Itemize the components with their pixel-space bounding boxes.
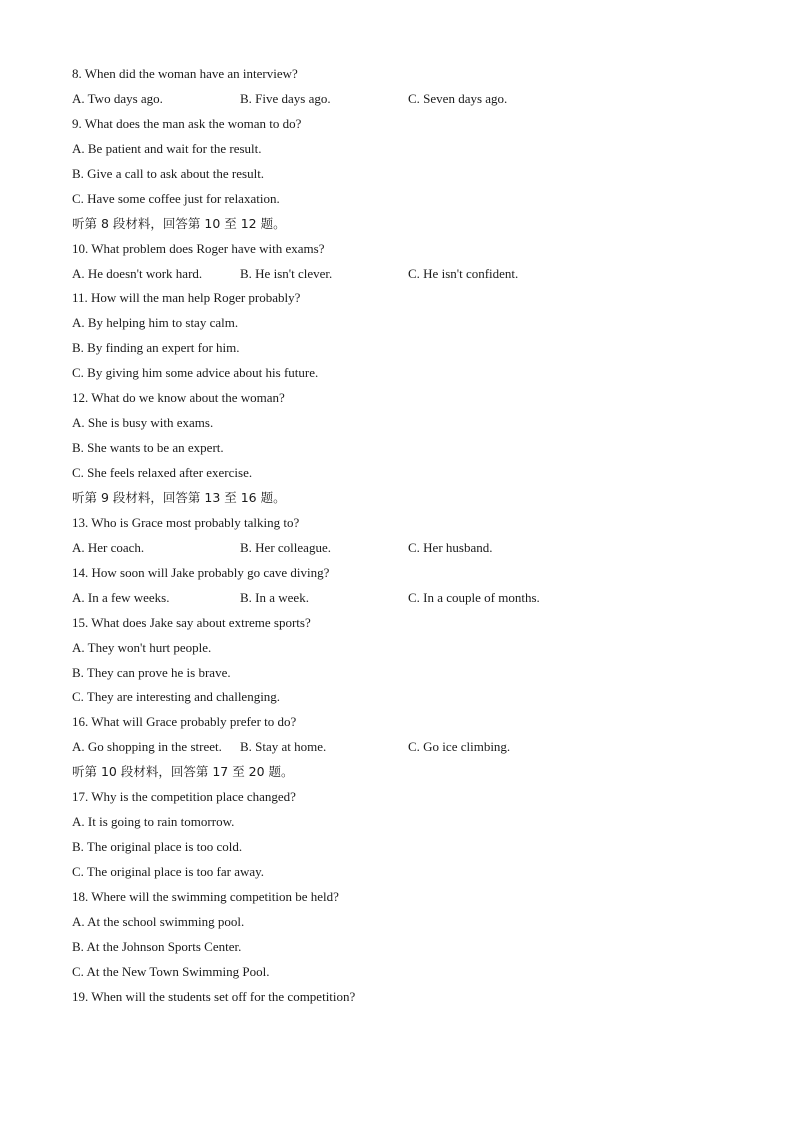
option-b: B. Her colleague.	[240, 539, 331, 555]
section-heading: 听第 8 段材料，回答第 10 至 12 题。	[72, 215, 286, 231]
option-text: A. They won't hurt people.	[72, 639, 212, 655]
option-text: B. She wants to be an expert.	[72, 440, 224, 456]
option-text: C. At the New Town Swimming Pool.	[72, 963, 270, 979]
option-text: B. At the Johnson Sports Center.	[72, 938, 242, 954]
option-text: A. At the school swimming pool.	[72, 913, 245, 929]
option-row	[72, 87, 752, 112]
exam-page	[72, 62, 752, 1010]
option-text: B. By finding an expert for him.	[72, 340, 240, 356]
question-text: 8. When did the woman have an interview?	[72, 66, 298, 81]
option-a: A. He doesn't work hard.	[72, 265, 203, 281]
option-row	[72, 536, 752, 561]
option-text: B. They can prove he is brave.	[72, 664, 231, 680]
option-b: B. Stay at home.	[240, 739, 327, 755]
option-b: B. In a week.	[240, 589, 309, 605]
option-text: C. By giving him some advice about his future.	[72, 365, 319, 381]
question-text: 9. What does the man ask the woman to do?	[72, 115, 302, 131]
option-row	[72, 586, 752, 611]
option-text: B. The original place is too cold.	[72, 839, 243, 855]
option-c: C. He isn't confident.	[408, 265, 519, 281]
option-text: A. It is going to rain tomorrow.	[72, 814, 235, 830]
question-text: 10. What problem does Roger have with exams?	[72, 240, 325, 256]
option-row	[72, 262, 752, 287]
option-a: A. Her coach.	[72, 539, 145, 555]
option-a: A. In a few weeks.	[72, 589, 170, 605]
question-text: 16. What will Grace probably prefer to do?	[72, 714, 297, 730]
question-text: 11. How will the man help Roger probably?	[72, 290, 301, 306]
option-row	[72, 735, 752, 760]
option-text: B. Give a call to ask about the result.	[72, 165, 265, 181]
option-b: B. He isn't clever.	[240, 265, 333, 281]
question-text: 19. When will the students set off for the competition?	[72, 988, 356, 1004]
question-text: 15. What does Jake say about extreme sports?	[72, 614, 311, 630]
option-text: C. They are interesting and challenging.	[72, 689, 281, 705]
question-text: 12. What do we know about the woman?	[72, 390, 285, 406]
option-c: C. Her husband.	[408, 539, 493, 555]
option-c: C. In a couple of months.	[408, 589, 540, 605]
section-heading: 听第 10 段材料，回答第 17 至 20 题。	[72, 764, 294, 780]
option-b: B. Five days ago.	[240, 90, 331, 106]
option-text: C. The original place is too far away.	[72, 864, 265, 879]
option-c: C. Go ice climbing.	[408, 739, 511, 755]
option-text: C. Have some coffee just for relaxation.	[72, 190, 280, 206]
option-text: A. By helping him to stay calm.	[72, 315, 239, 331]
option-text: A. Be patient and wait for the result.	[72, 140, 262, 156]
option-a: A. Two days ago.	[72, 90, 163, 106]
option-c: C. Seven days ago.	[408, 90, 508, 106]
option-text: C. She feels relaxed after exercise.	[72, 465, 253, 480]
option-text: A. She is busy with exams.	[72, 415, 214, 431]
option-a: A. Go shopping in the street.	[72, 739, 222, 755]
question-text: 18. Where will the swimming competition be held?	[72, 888, 339, 904]
question-text: 13. Who is Grace most probably talking to?	[72, 514, 300, 530]
section-heading: 听第 9 段材料，回答第 13 至 16 题。	[72, 489, 286, 505]
question-text: 17. Why is the competition place changed?	[72, 789, 296, 805]
question-text: 14. How soon will Jake probably go cave diving?	[72, 564, 330, 580]
